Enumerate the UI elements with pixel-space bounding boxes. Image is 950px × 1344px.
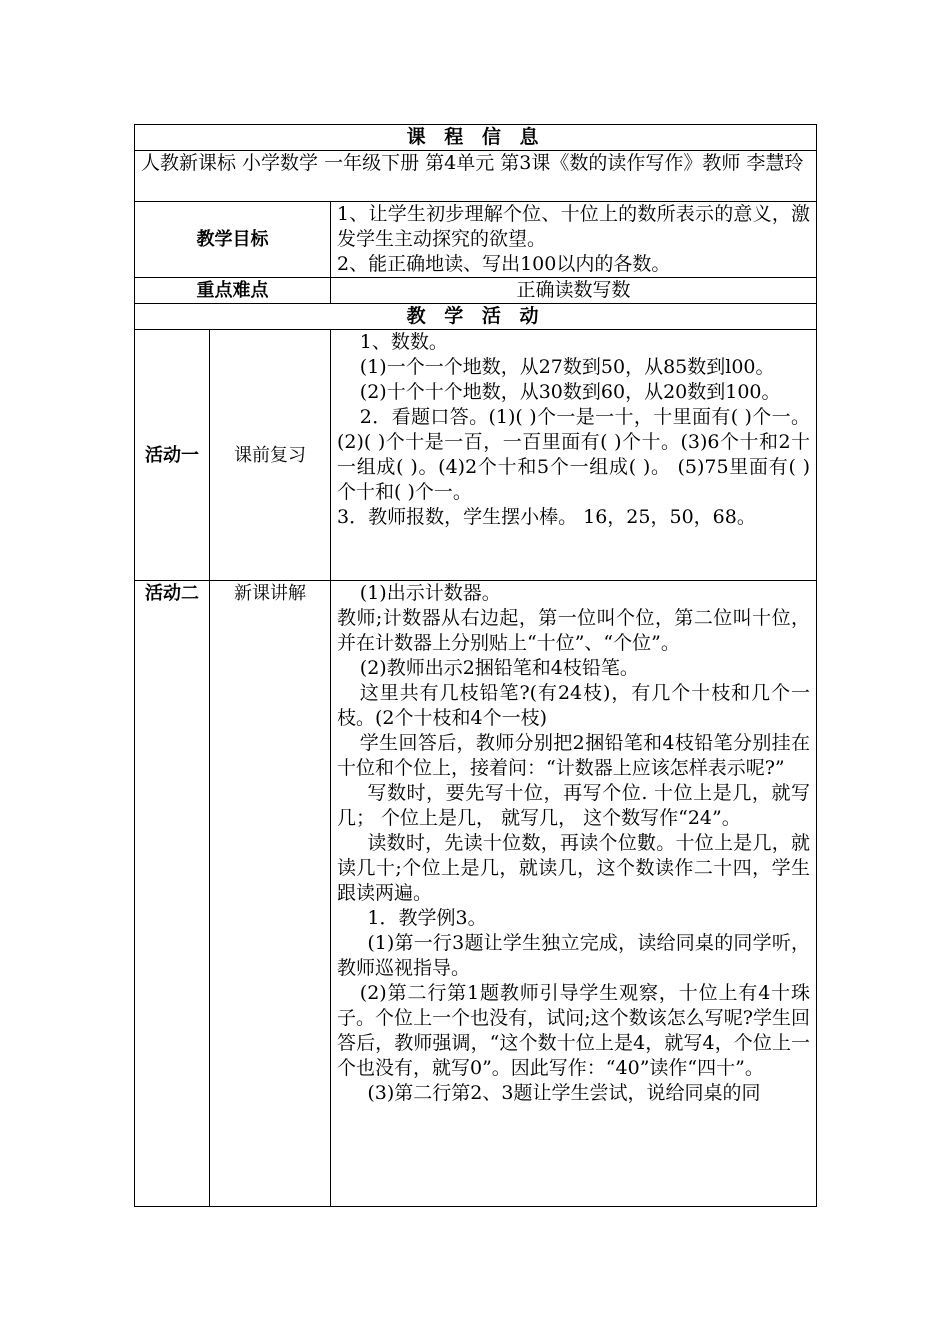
activity-two-content xyxy=(331,581,817,1207)
activity-one-row xyxy=(135,330,817,581)
activity-two-line: 这里共有几枝铅笔?(有24枝)，有几个十枝和几个一枝。(2个十枝和4个一枝) xyxy=(337,682,811,729)
teaching-goals-content xyxy=(331,202,817,278)
activity-one-line: 3．教师报数，学生摆小棒。 16，25，50，68。 xyxy=(337,506,756,528)
activities-heading: 教 学 活 动 xyxy=(135,304,817,330)
teaching-goals-row xyxy=(135,202,817,278)
course-info-heading: 课 程 信 息 xyxy=(135,125,817,151)
activity-two-line: (1)第一行3题让学生独立完成，读给同桌的同学听，教师巡视指导。 xyxy=(337,932,811,979)
key-points-label: 重点难点 xyxy=(135,278,331,304)
teaching-goals-label: 教学目标 xyxy=(135,202,331,278)
lesson-plan-table xyxy=(134,124,817,1207)
activity-two-line: (2)第二行第1题教师引导学生观察，十位上有4十珠子。个位上一个也没有，试问;这个数该怎么写呢?学生回答后，教师强调，“这个数十位上是4，就写4，个位上一个也没有，就写0”。因此写作：“40”读作“四十”。 xyxy=(337,982,811,1079)
goal-line: 2、能正确地读、写出100以内的各数。 xyxy=(337,253,671,275)
activity-one-subtitle: 课前复习 xyxy=(210,330,331,581)
course-info-text: 人教新课标 小学数学 一年级下册 第4单元 第3课《数的读作写作》教师 李慧玲 xyxy=(135,151,817,202)
activity-one-label: 活动一 xyxy=(135,330,210,581)
activity-two-line: 教师;计数器从右边起，第一位叫个位，第二位叫十位，并在计数器上分别贴上“十位”、“个位”。 xyxy=(337,607,811,654)
lesson-plan-document xyxy=(134,124,816,1207)
activity-two-subtitle: 新课讲解 xyxy=(210,581,331,1207)
activity-one-line: (2)十个十个地数，从30数到60，从20数到100。 xyxy=(359,381,781,403)
activity-two-line: 1．教学例3。 xyxy=(367,907,487,929)
key-points-row xyxy=(135,278,817,304)
course-info-row xyxy=(135,151,817,202)
activity-two-line: (2)教师出示2捆铅笔和4枝铅笔。 xyxy=(359,657,639,679)
activity-two-line: (3)第二行第2、3题让学生尝试，说给同桌的同 xyxy=(367,1082,761,1104)
activity-one-line: (1)一个一个地数，从27数到50，从85数到l00。 xyxy=(359,356,775,378)
activity-two-label: 活动二 xyxy=(135,581,210,1207)
goal-line: 1、让学生初步理解个位、十位上的数所表示的意义，激发学生主动探究的欲望。 xyxy=(337,203,811,250)
activity-two-row xyxy=(135,581,817,1207)
activity-one-line: 2．看题口答。(1)( )个一是一十，十里面有( )个一。 (2)( )个十是一百，一百里面有( )个十。(3)6个十和2十一组成( )。(4)2个十和5个一组成( )。 (5)75里面有( )个十和( )个一。 xyxy=(337,406,811,503)
activity-two-line: 写数时，要先写十位，再写个位. 十位上是几，就写几； 个位上是几， 就写几， 这个数写作“24”。 xyxy=(337,782,811,829)
activity-one-line: 1、数数。 xyxy=(359,331,448,353)
activity-two-line: 读数时，先读十位数，再读个位數。十位上是几，就读几十;个位上是几，就读几，这个数读作二十四，学生跟读两遍。 xyxy=(337,832,811,904)
activity-one-content xyxy=(331,330,817,581)
activity-two-line: (1)出示计数器。 xyxy=(359,582,501,604)
activity-two-line: 学生回答后，教师分别把2捆铅笔和4枝铅笔分别挂在十位和个位上，接着问：“计数器上应该怎样表示呢?” xyxy=(337,732,811,779)
key-points-value: 正确读数写数 xyxy=(331,278,817,304)
course-info-heading-row xyxy=(135,125,817,151)
activities-heading-row xyxy=(135,304,817,330)
